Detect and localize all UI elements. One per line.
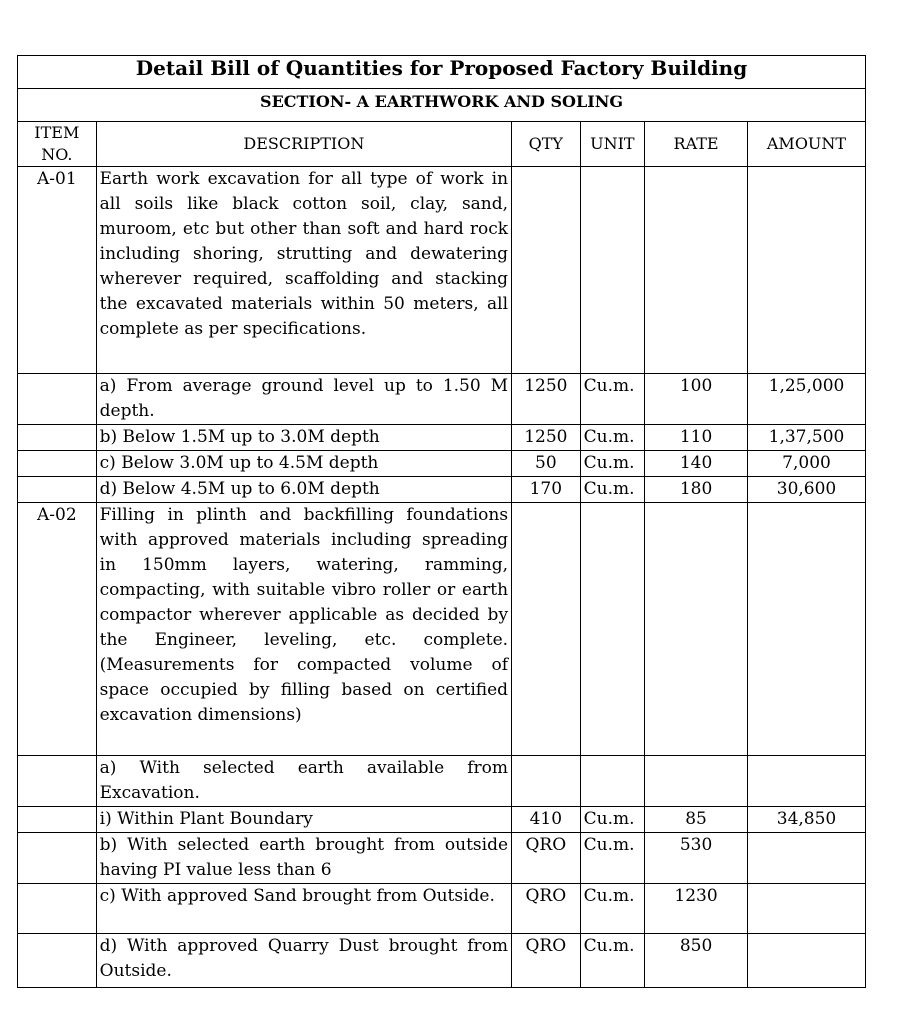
item-no bbox=[18, 374, 97, 425]
table-row bbox=[18, 451, 866, 477]
description: b) With selected earth brought from outside having PI value less than 6 bbox=[96, 833, 511, 884]
header-description: DESCRIPTION bbox=[96, 122, 511, 167]
table-row bbox=[18, 425, 866, 451]
section-heading: SECTION- A EARTHWORK AND SOLING bbox=[18, 89, 866, 122]
rate: 530 bbox=[645, 833, 748, 884]
unit bbox=[580, 503, 645, 756]
amount bbox=[747, 756, 865, 807]
description: c) With approved Sand brought from Outside. bbox=[96, 884, 511, 934]
qty bbox=[512, 756, 581, 807]
item-no bbox=[18, 884, 97, 934]
unit: Cu.m. bbox=[580, 884, 645, 934]
item-no bbox=[18, 451, 97, 477]
qty: 50 bbox=[512, 451, 581, 477]
unit: Cu.m. bbox=[580, 833, 645, 884]
qty: 170 bbox=[512, 477, 581, 503]
amount: 34,850 bbox=[747, 807, 865, 833]
item-no bbox=[18, 477, 97, 503]
item-no bbox=[18, 756, 97, 807]
unit: Cu.m. bbox=[580, 425, 645, 451]
rate: 110 bbox=[645, 425, 748, 451]
rate: 1230 bbox=[645, 884, 748, 934]
item-no: A-01 bbox=[18, 167, 97, 374]
amount bbox=[747, 934, 865, 988]
qty: QRO bbox=[512, 934, 581, 988]
qty: 1250 bbox=[512, 425, 581, 451]
rate: 85 bbox=[645, 807, 748, 833]
header-amount: AMOUNT bbox=[747, 122, 865, 167]
amount: 7,000 bbox=[747, 451, 865, 477]
amount: 30,600 bbox=[747, 477, 865, 503]
qty bbox=[512, 167, 581, 374]
item-no: A-02 bbox=[18, 503, 97, 756]
item-no bbox=[18, 934, 97, 988]
description: d) Below 4.5M up to 6.0M depth bbox=[96, 477, 511, 503]
rate bbox=[645, 503, 748, 756]
header-unit: UNIT bbox=[580, 122, 645, 167]
unit: Cu.m. bbox=[580, 374, 645, 425]
unit: Cu.m. bbox=[580, 934, 645, 988]
header-item-no: ITEM NO. bbox=[18, 122, 97, 167]
description: c) Below 3.0M up to 4.5M depth bbox=[96, 451, 511, 477]
bill-of-quantities-table bbox=[17, 55, 866, 988]
qty bbox=[512, 503, 581, 756]
unit: Cu.m. bbox=[580, 451, 645, 477]
description: d) With approved Quarry Dust brought from Outside. bbox=[96, 934, 511, 988]
unit bbox=[580, 756, 645, 807]
item-no bbox=[18, 425, 97, 451]
header-row bbox=[18, 122, 866, 167]
amount bbox=[747, 833, 865, 884]
header-qty: QTY bbox=[512, 122, 581, 167]
rate bbox=[645, 756, 748, 807]
header-rate: RATE bbox=[645, 122, 748, 167]
description: b) Below 1.5M up to 3.0M depth bbox=[96, 425, 511, 451]
description: a) From average ground level up to 1.50 M depth. bbox=[96, 374, 511, 425]
amount bbox=[747, 167, 865, 374]
item-no bbox=[18, 807, 97, 833]
qty: QRO bbox=[512, 833, 581, 884]
table-row bbox=[18, 477, 866, 503]
description: Earth work excavation for all type of work in all soils like black cotton soil, clay, sand, muroom, etc but other than soft and hard rock including shoring, strutting and dewatering wherever required, scaffolding and stacking the excavated materials within 50 meters, all complete as per specifications. bbox=[96, 167, 511, 374]
table-row bbox=[18, 807, 866, 833]
unit: Cu.m. bbox=[580, 477, 645, 503]
item-no bbox=[18, 833, 97, 884]
amount: 1,25,000 bbox=[747, 374, 865, 425]
description: Filling in plinth and backfilling foundations with approved materials including spreading in 150mm layers, watering, ramming, compacting, with suitable vibro roller or earth compactor wherever applicable as decided by the Engineer, leveling, etc. complete. (Measurements for compacted volume of space occupied by filling based on certified excavation dimensions) bbox=[96, 503, 511, 756]
unit: Cu.m. bbox=[580, 807, 645, 833]
description: a) With selected earth available from Excavation. bbox=[96, 756, 511, 807]
table-row bbox=[18, 756, 866, 807]
table-row bbox=[18, 934, 866, 988]
qty: QRO bbox=[512, 884, 581, 934]
unit bbox=[580, 167, 645, 374]
table-row bbox=[18, 884, 866, 934]
rate: 140 bbox=[645, 451, 748, 477]
rate: 180 bbox=[645, 477, 748, 503]
rate: 850 bbox=[645, 934, 748, 988]
rate bbox=[645, 167, 748, 374]
amount bbox=[747, 884, 865, 934]
table-row bbox=[18, 503, 866, 756]
table-row bbox=[18, 374, 866, 425]
table-row bbox=[18, 167, 866, 374]
table-row bbox=[18, 833, 866, 884]
amount bbox=[747, 503, 865, 756]
rate: 100 bbox=[645, 374, 748, 425]
description: i) Within Plant Boundary bbox=[96, 807, 511, 833]
amount: 1,37,500 bbox=[747, 425, 865, 451]
document-title: Detail Bill of Quantities for Proposed Factory Building bbox=[18, 56, 866, 89]
qty: 410 bbox=[512, 807, 581, 833]
qty: 1250 bbox=[512, 374, 581, 425]
